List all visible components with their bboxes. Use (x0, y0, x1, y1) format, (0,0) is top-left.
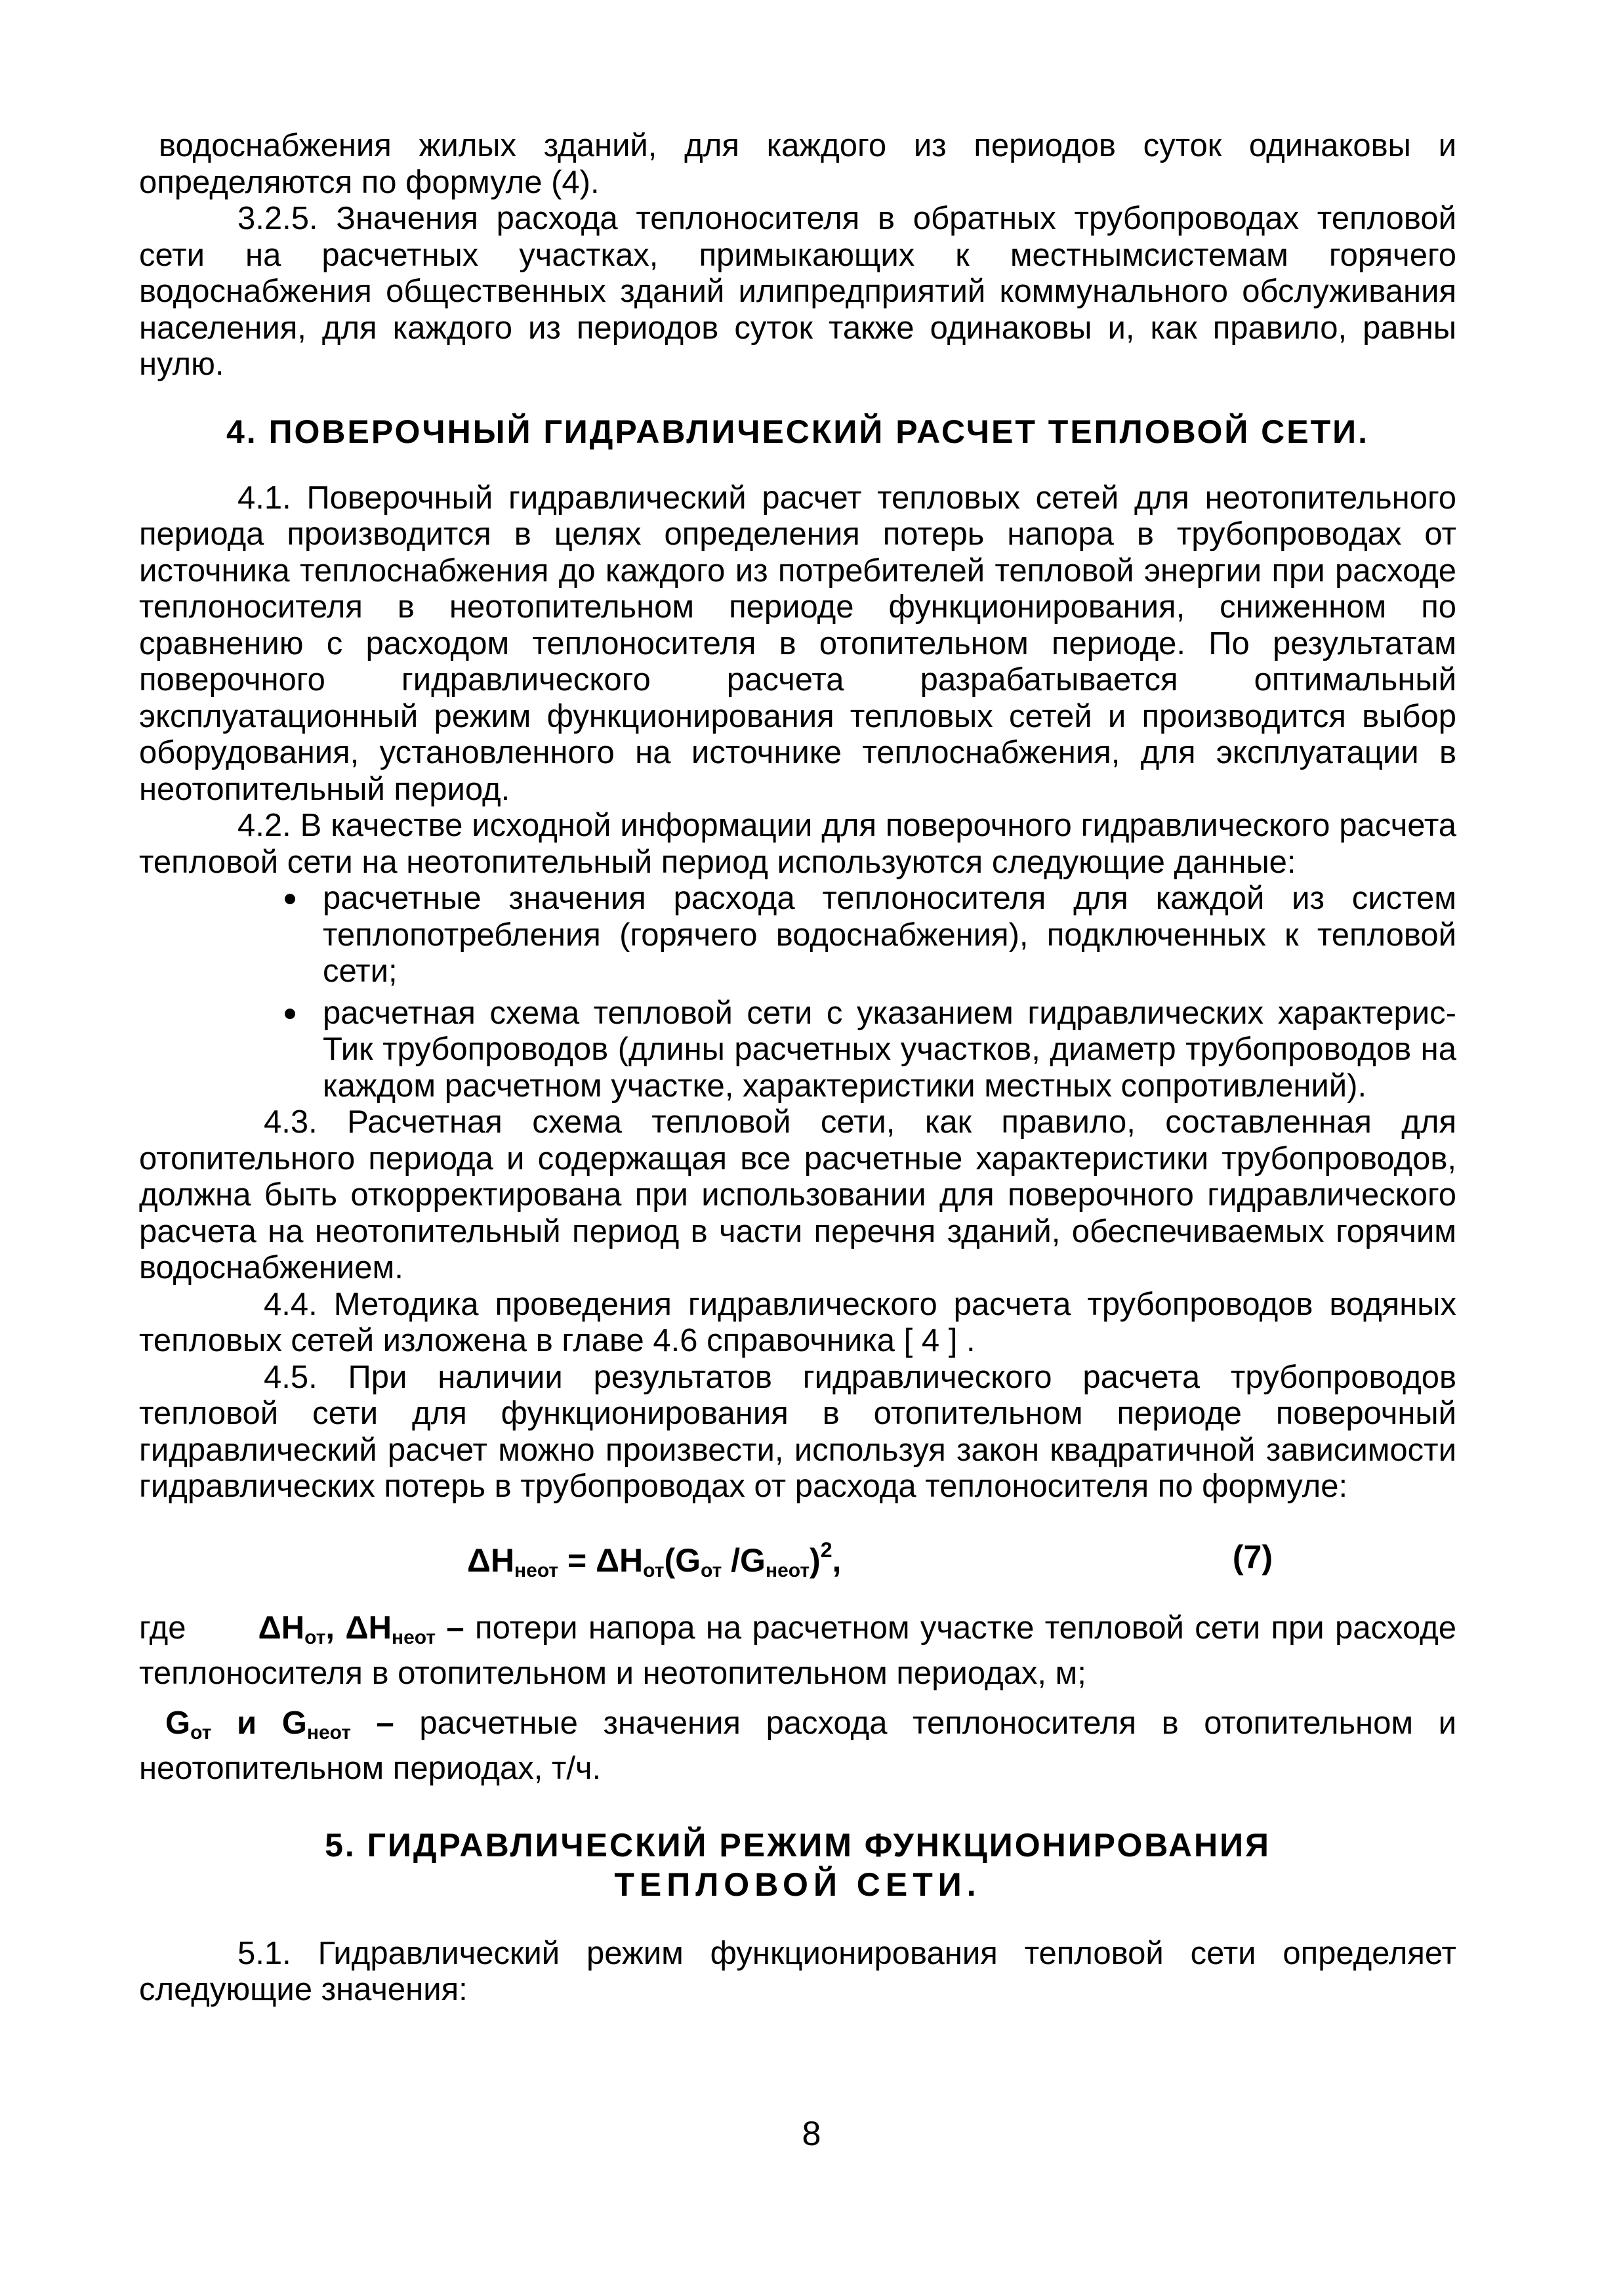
document-page (139, 128, 1456, 2009)
page-number: 8 (802, 2115, 821, 2153)
paragraph-continuation: водоснабжения жилых зданий, для каждого из периодов суток одинаковы и определяются по формуле (4). (139, 128, 1456, 200)
list-item-text: расчетная схема тепловой сети с указанием гидравлических характерис-Тик трубопроводов (длины расчетных участков, диаметр трубопроводов на каждом расчетном участке, характеристики местных сопротивлений). (323, 995, 1456, 1104)
paragraph-5-1: 5.1. Гидравлический режим функционирования тепловой сети определяет следующие значения: (139, 1935, 1456, 2007)
formula-sub: неот (514, 1559, 559, 1581)
definition-text: расчетные значения расхода теплоносителя в отопительном и неотопительном периодах, т/ч. (139, 1705, 1457, 1786)
definition-g (139, 1705, 1456, 1787)
paragraph-4-3: 4.3. Расчетная схема тепловой сети, как правило, составленная для отопительного периода и содержащая все расчетные характеристики трубопроводов, должна быть откорректирована при использовании для поверочного гидравлического расчета на неотопительный период в части перечня зданий, обеспечиваемых горячим водоснабжением. (139, 1104, 1456, 1285)
definition-where (139, 1610, 1456, 1692)
paragraph-4-5: 4.5. При наличии результатов гидравлического расчета трубопроводов тепловой сети для функционирования в отопительном периоде поверочный гидравлический расчет можно произвести, используя закон квадратичной зависимости гидравлических потерь в трубопроводах от расхода теплоносителя по формуле: (139, 1359, 1456, 1504)
list-item-text: расчетные значения расхода теплоносителя для каждой из систем теплопотребления (горячего водоснабжения), подключенных к тепловой сети; (323, 881, 1456, 989)
paragraph-4-1: 4.1. Поверочный гидравлический расчет тепловых сетей для неотопительного периода производится в целях определения потерь напора в трубопроводах от источника теплоснабжения до каждого из потребителей тепловой энергии при расходе теплоносителя в неотопительном периоде функционирования, сниженном по сравнению с расходом теплоносителя в отопительном периоде. По результатам поверочного гидравлического расчета разрабатывается оптимальный эксплуатационный режим функционирования тепловых сетей и производится выбор оборудования, установленного на источнике теплоснабжения, для эксплуатации в неотопительный период. (139, 480, 1456, 807)
paragraph-3-2-5: 3.2.5. Значения расхода теплоносителя в обратных трубопроводах тепловой сети на расчетных участках, примыкающих к местнымсистемам горячего водоснабжения общественных зданий илипредприятий коммунального обслуживания населения, для каждого из периодов суток также одинаковы и, как правило, равны нулю. (139, 201, 1456, 382)
list-item (139, 995, 1456, 1105)
where-word: где (139, 1610, 186, 1646)
section-5-heading (139, 1826, 1456, 1904)
formula-sub: неот (765, 1559, 810, 1581)
formula-7 (139, 1532, 1456, 1591)
list-item (139, 881, 1456, 990)
formula-close: ) (810, 1541, 821, 1579)
formula-sub: от (643, 1559, 665, 1581)
formula-power: 2 (820, 1537, 832, 1562)
formula-sub: от (700, 1559, 722, 1581)
bullet-icon (285, 1009, 295, 1019)
formula-open: (G (664, 1541, 701, 1579)
section-4-heading: 4. ПОВЕРОЧНЫЙ ГИДРАВЛИЧЕСКИЙ РАСЧЕТ ТЕПЛОВОЙ СЕТИ. (226, 413, 1370, 450)
formula-slash: /G (722, 1541, 766, 1579)
bullet-list (139, 881, 1456, 1104)
symbol-delta-h: $\Delta H_{от}$, $\Delta H_{неот}$ – (258, 1610, 476, 1648)
formula-expression (467, 1538, 841, 1582)
paragraph-4-4: 4.4. Методика проведения гидравлического расчета трубопроводов водяных тепловых сетей изложена в главе 4.6 справочника [ 4 ] . (139, 1286, 1456, 1358)
symbol-g: $G_{от}$ и $G_{неот}$ – (165, 1705, 420, 1743)
formula-lhs: ΔH (467, 1541, 515, 1579)
bullet-icon (285, 894, 295, 904)
formula-comma: , (832, 1541, 842, 1579)
definition-text: потери напора на расчетном участке тепловой сети при расходе теплоносителя в отопительном и неотопительном периодах, м; (139, 1610, 1456, 1691)
section-5-heading-line2: ТЕПЛОВОЙ СЕТИ. (614, 1866, 981, 1903)
paragraph-4-2: 4.2. В качестве исходной информации для поверочного гидравлического расчета тепловой сети на неотопительный период используются следующие данные: (139, 808, 1456, 880)
formula-eq: = ΔH (558, 1541, 644, 1579)
equation-number: (7) (1232, 1538, 1273, 1576)
section-5-heading-line1: 5. ГИДРАВЛИЧЕСКИЙ РЕЖИМ ФУНКЦИОНИРОВАНИЯ (325, 1826, 1271, 1864)
